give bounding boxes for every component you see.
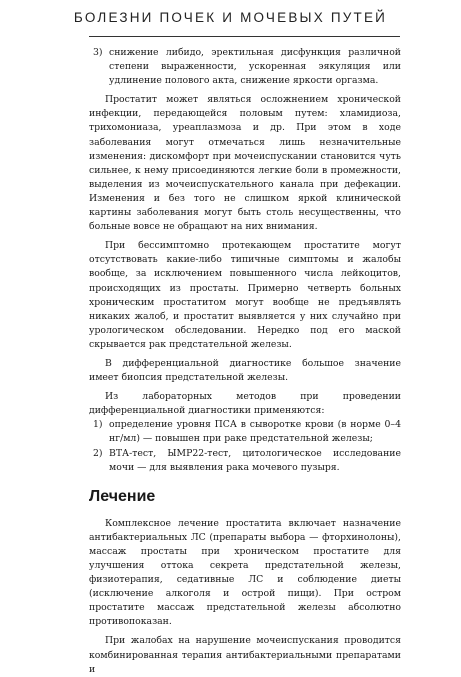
paragraph-biopsy: В дифференциальной диагностике большое значение имеет биопсия предстательной железы. bbox=[89, 357, 401, 384]
paragraph-infection: Простатит может являться осложнением хронической инфекции, передающейся половым путем: хламидиоза, трихомониаза, уреаплазмоза и др. При этом в ходе заболевания могут отмечаться лишь незначительные изменения: дискомфорт при мочеиспускании становится чуть сильнее, к нему присоединяются легкие боли в промежности, выделения из мочеиспускательного канала при дефекации. Изменения и без того не слишком яркой клинической картины заболевания могут быть столь несущественны, что больные вовсе не обращают на них внимания. bbox=[89, 94, 401, 233]
list-text: снижение либидо, эректильная дисфункция различной степени выраженности, ускоренная эякуляция или удлинение полового акта, снижение яркости оргазма. bbox=[109, 47, 401, 87]
list-item-2 bbox=[93, 447, 401, 475]
list-number: 1) bbox=[93, 419, 103, 431]
list-text: ВТА-тест, ЫМР22-тест, цитологическое исследование мочи — для выявления рака мочевого пузыря. bbox=[109, 447, 401, 473]
paragraph-treatment: Комплексное лечение простатита включает назначение антибактериальных ЛС (препараты выбора — фторхинолоны), массаж простаты при хроническом простатите для улучшения оттока секрета предстательной железы, физиотерапия, седативные ЛС и соблюдение диеты (исключение алкоголя и острой пищи). При остром простатите массаж предстательной железы абсолютно противопоказан. bbox=[89, 517, 401, 628]
header-rule bbox=[89, 36, 400, 37]
paragraph-lab-methods: Из лабораторных методов при проведении дифференциальной диагностики применяются: bbox=[89, 391, 401, 417]
diagnostics-list bbox=[89, 418, 401, 474]
paragraph-urination: При жалобах на нарушение мочеиспускания проводится комбинированная терапия антибактериальными препаратами и bbox=[89, 635, 401, 675]
running-head: БОЛЕЗНИ ПОЧЕК И МОЧЕВЫХ ПУТЕЙ bbox=[73, 10, 388, 25]
list-number: 2) bbox=[93, 447, 103, 459]
list-text: определение уровня ПСА в сыворотке крови (в норме 0–4 нг/мл) — повышен при раке предстательной железы; bbox=[109, 419, 401, 445]
paragraph-asymptomatic: При бессимптомно протекающем простатите могут отсутствовать какие-либо типичные симптомы и жалобы вообще, за исключением повышенного числа лейкоцитов, происходящих из простаты. Примерно четверть больных хроническим простатитом могут вообще не предъявлять никаких жалоб, и простатит выявляется у них случайно при урологическом обследовании. Нередко под его маской скрывается рак предстательной железы. bbox=[89, 240, 401, 350]
list-item-3 bbox=[93, 46, 401, 88]
page-body bbox=[89, 46, 401, 677]
section-heading: Лечение bbox=[89, 487, 156, 505]
list-item-1 bbox=[93, 418, 401, 446]
list-number: 3) bbox=[93, 47, 103, 58]
